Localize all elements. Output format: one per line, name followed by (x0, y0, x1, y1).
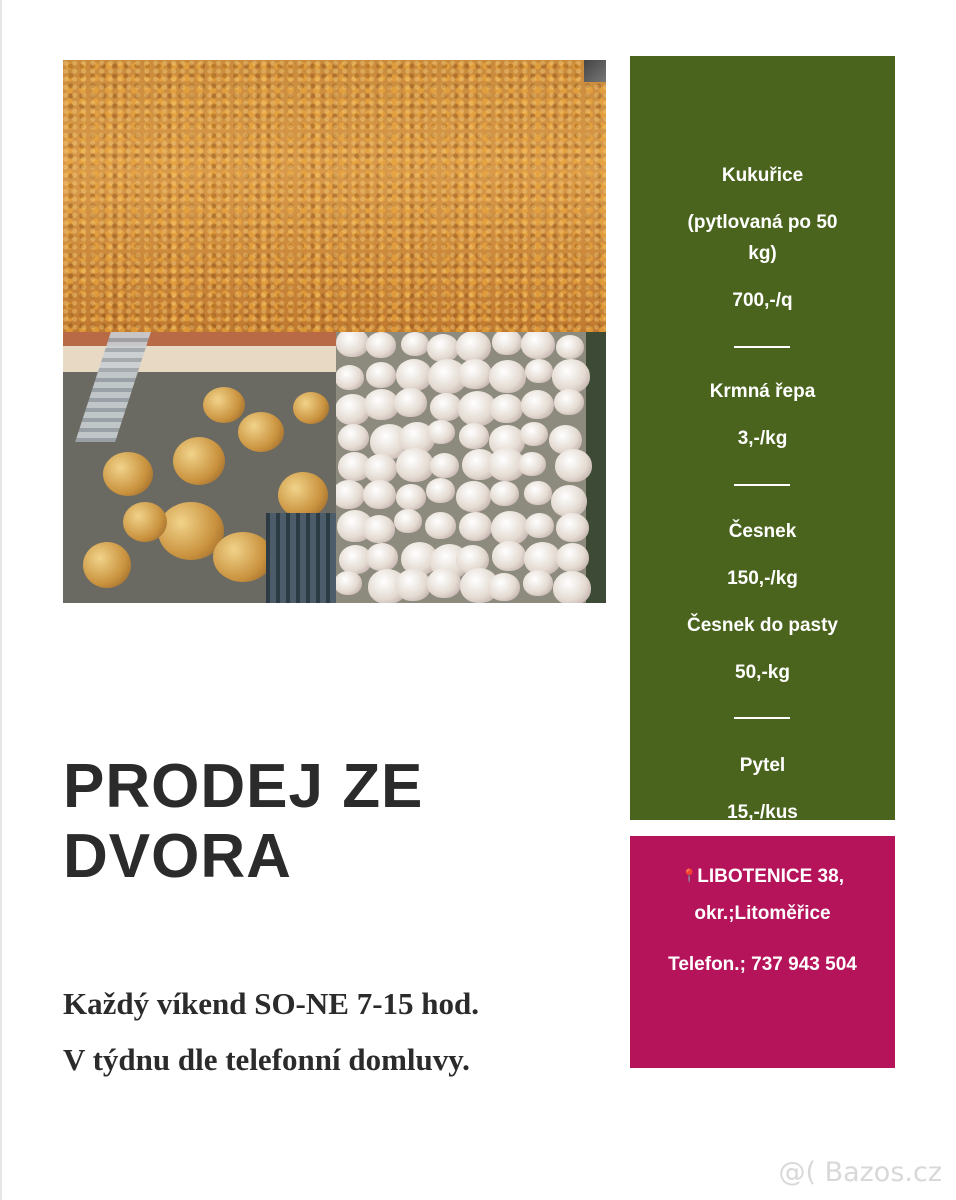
beet-shape (103, 452, 153, 496)
divider (734, 484, 790, 486)
garlic-bulb-shape (396, 448, 434, 482)
garlic-bulb-shape (488, 573, 520, 601)
garlic-bulb-shape (364, 454, 397, 483)
bag-label: Pytel (739, 755, 786, 776)
address-line (630, 864, 895, 889)
garlic-bulb-shape (366, 543, 398, 571)
garlic-bulb-shape (492, 332, 522, 355)
garlic-bulb-shape (556, 543, 589, 572)
garlic-bulb-shape (427, 334, 459, 362)
garlic-bulb-shape (394, 388, 427, 417)
garlic-bulb-shape (490, 481, 519, 506)
garlic-bulb-shape (490, 394, 523, 423)
beet-shape (83, 542, 131, 588)
garlic-paste-price: 50,-kg (735, 662, 790, 683)
map-pin-icon: 📍 (681, 868, 698, 883)
garlic-price: 150,-/kg (727, 568, 798, 589)
beet-shape (123, 502, 167, 542)
divider (734, 717, 790, 719)
trailer-rim (584, 60, 606, 82)
corn-note: (pytlovaná po 50 (687, 212, 838, 233)
garlic-bulb-shape (525, 513, 554, 538)
corn-note-unit: kg) (748, 243, 777, 264)
garlic-bulb-shape (336, 365, 364, 390)
garlic-bulb-shape (456, 332, 491, 362)
beet-shape (238, 412, 284, 452)
weekend-hours: Každý víkend SO-NE 7-15 hod. (63, 986, 480, 1021)
corn-label: Kukuřice (721, 165, 804, 186)
garlic-bulb-shape (394, 509, 422, 533)
crate-shape (266, 513, 336, 603)
garlic-bulb-shape (556, 513, 589, 542)
garlic-bulb-shape (336, 480, 365, 509)
left-edge-line (0, 0, 2, 1200)
price-panel (630, 56, 895, 823)
beet-shape (293, 392, 329, 424)
garlic-bulb-shape (338, 424, 369, 451)
garlic-bulb-shape (492, 541, 526, 571)
garlic-bulb-shape (524, 481, 552, 505)
garlic-bulb-shape (427, 420, 455, 444)
bazos-watermark: @( Bazos.cz (778, 1157, 942, 1188)
corn-price: 700,-/q (732, 290, 793, 311)
garlic-bulb-shape (396, 359, 432, 391)
garlic-bulb-shape (336, 571, 362, 595)
garlic-bulb-shape (363, 515, 395, 543)
garlic-paste-label: Česnek do pasty (687, 615, 838, 636)
page-title: PRODEJ ZE DVORA (63, 752, 424, 891)
garlic-bulb-shape (521, 390, 554, 419)
district: okr.;Litoměřice (694, 903, 831, 924)
garlic-bulb-shape (458, 359, 492, 389)
garlic-bulb-shape (430, 453, 459, 478)
corn-photo (63, 60, 606, 332)
garlic-bulb-shape (363, 480, 396, 509)
beet-price: 3,-/kg (737, 428, 788, 449)
phone: Telefon.; 737 943 504 (668, 954, 857, 975)
garlic-bulb-shape (366, 362, 396, 388)
contact-panel (630, 836, 895, 1068)
garlic-bulb-shape (525, 359, 553, 383)
garlic-bulb-shape (489, 360, 526, 393)
beet-shape (213, 532, 273, 582)
garlic-bulb-shape (396, 484, 426, 510)
garlic-bulb-shape (552, 359, 590, 393)
garlic-bulb-shape (520, 422, 548, 446)
garlic-bulb-shape (523, 570, 553, 596)
garlic-bulb-shape (553, 571, 591, 603)
garlic-bulb-shape (518, 452, 546, 476)
garlic-bulb-shape (491, 511, 529, 545)
weekday-note: V týdnu dle telefonní domluvy. (63, 1042, 470, 1077)
garlic-bulb-shape (425, 512, 456, 539)
garlic-bulb-shape (554, 389, 584, 415)
garlic-bulb-shape (521, 332, 555, 359)
garlic-bulb-shape (555, 449, 592, 482)
address: LIBOTENICE 38, (697, 866, 844, 887)
bag-price: 15,-/kus (727, 802, 798, 823)
ladder-shape (75, 332, 151, 442)
divider (734, 346, 790, 348)
garlic-bulb-shape (427, 568, 461, 598)
garlic-bulb-shape (459, 512, 492, 541)
beet-shape (278, 472, 328, 518)
garlic-bulb-shape (556, 335, 584, 359)
garlic-bulb-shape (459, 423, 489, 449)
beet-shape (203, 387, 245, 423)
garlic-label: Česnek (728, 521, 797, 542)
beet-shape (173, 437, 225, 485)
garlic-bulb-shape (395, 569, 431, 601)
garlic-bulb-shape (401, 332, 429, 356)
garlic-bulb-shape (366, 332, 396, 358)
garlic-bulb-shape (426, 478, 455, 503)
garlic-photo (336, 332, 606, 603)
fodder-beet-photo (63, 332, 336, 603)
garlic-bulb-shape (456, 481, 491, 512)
beet-label: Krmná řepa (709, 381, 816, 402)
garlic-bulb-shape (336, 332, 369, 357)
